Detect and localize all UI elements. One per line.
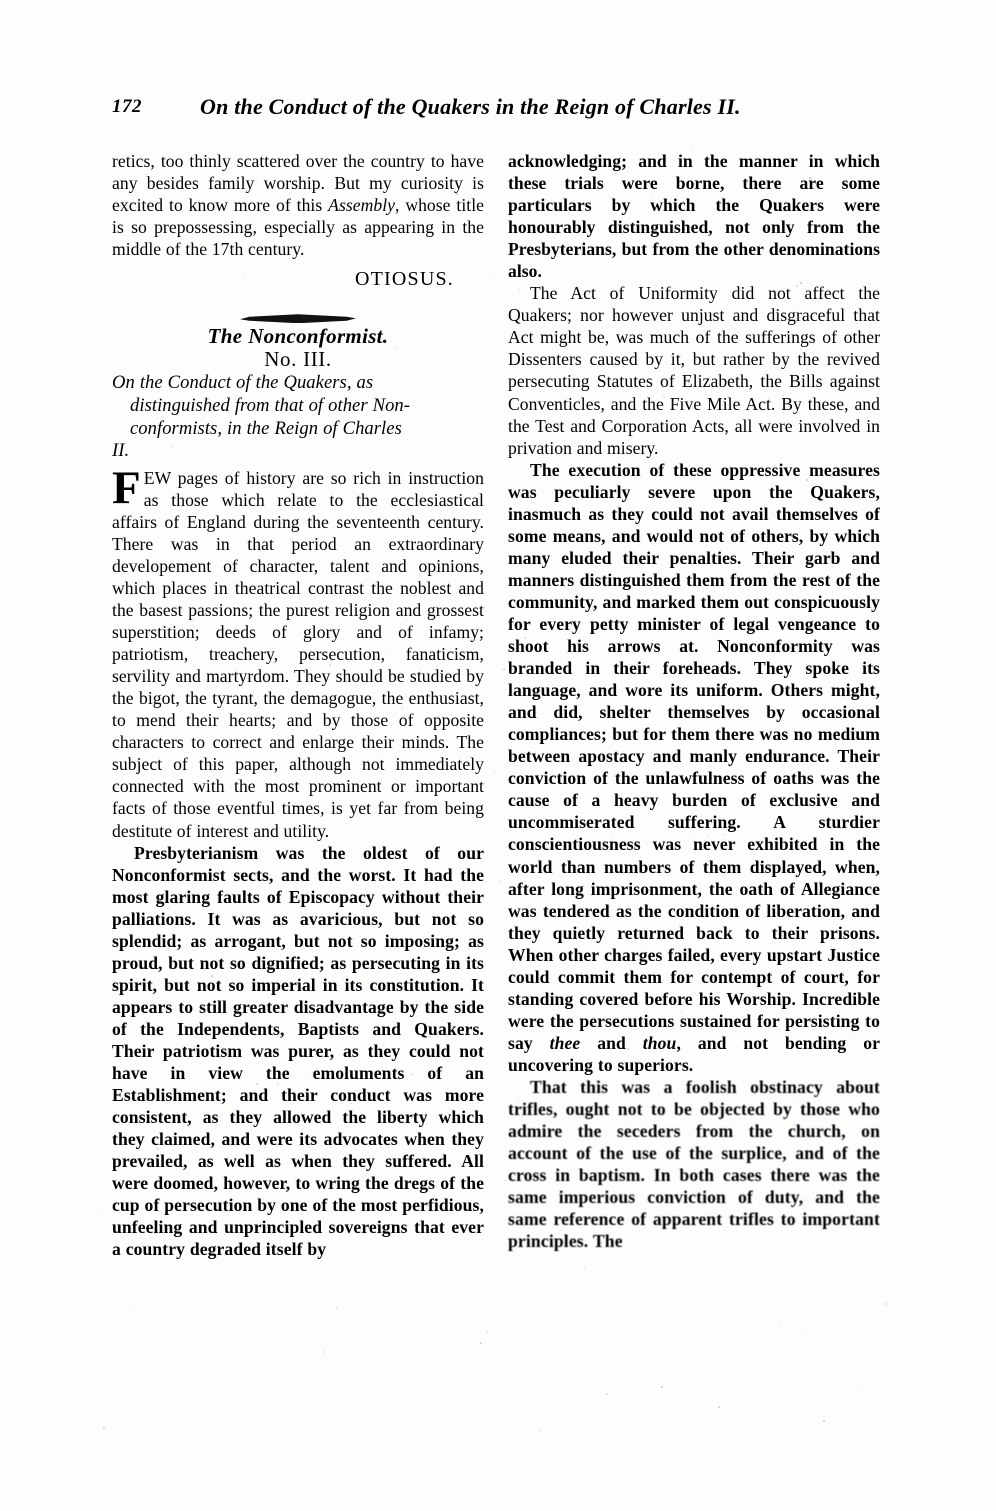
paragraph-execution-mid: and — [580, 1032, 643, 1053]
paragraph-act-of-uniformity: The Act of Uniformity did not affect the Quakers; nor however unjust and disgraceful that Act might be, was much of the sufferings of other Dissenters caused by it, but rather by the revived persecuting Statutes of Elizabeth, the Bills against Conventicles, and the Five Mile Act. By these, and the Test and Corporation Acts, all were involved in privation and misery. — [508, 283, 880, 458]
paragraph-acknowledging: acknowledging; and in the manner in which these trials were borne, there are some particulars by which the Quakers were honourably distinguished, not only from the Presbyterians, but from the other denominations also. — [508, 151, 880, 282]
assembly-italic: Assembly — [328, 195, 396, 216]
column-right — [508, 150, 880, 1252]
article-subtitle-line-4: II. — [112, 440, 130, 462]
running-title: On the Conduct of the Quakers in the Reign of Charles II. — [200, 94, 741, 119]
column-left — [112, 150, 484, 1260]
tapered-rule-icon — [240, 314, 356, 323]
paragraph-execution-text: The execution of these oppressive measures was peculiarly severe upon the Quakers, inasmuch as they could not avail themselves of some means, and would not of others, by which many eluded their penalties. Their garb and manners distinguished them from the rest of the community, and marked them out conspicuously for every petty minister of legal vengeance to shoot his arrows at. Nonconformity was branded in their foreheads. They spoke its language, and wore its uniform. Others might, and did, shelter themselves by occasional compliances; but for them there was no medium between apostacy and manly endurance. Their conviction of the unlawfulness of oaths was the cause of a heavy burden of exclusive and uncommiserated suffering. A sturdier conscientiousness was never exhibited in the world than numbers of them displayed, when, after long imprisonment, the oath of Allegiance was tendered as the condition of liberation, and they quietly returned back to their prisons. When other charges failed, every upstart Justice could commit them for contempt of court, for standing covered before his Worship. Incredible were the persecutions sustained for persisting to say — [508, 459, 880, 1053]
paragraph-execution-tail: , and not bending or uncovering to superiors. — [508, 1032, 880, 1075]
paragraph-opening — [112, 461, 484, 842]
article-subtitle-line-3: conformists, in the Reign of Charles — [130, 417, 402, 439]
paragraph-continued-text: retics, too thinly scattered over the country to have any besides family worship. But my curiosity is excited to know more of this — [112, 151, 484, 216]
article-number: No. III. — [264, 347, 332, 372]
paragraph-presbyterianism: Presbyterianism was the oldest of our Nonconformist sects, and the worst. It had the most glaring faults of Episcopacy without their palliations. It was as avaricious, but not so splendid; as arrogant, but not so imposing; as proud, but not so dignified; as persecuting in its spirit, but not so imperial in its constitution. It appears to still greater disadvantage by the side of the Independents, Baptists and Quakers. Their patriotism was purer, as they could not have in view the emoluments of an Establishment; and their conduct was more consistent, as they allowed the liberty which they claimed, and were its advocates when they prevailed, as well as when they suffered. All were doomed, however, to wring the dregs of the cup of persecution by one of the most perfidious, unfeeling and unprincipled sovereigns that ever a country degraded itself by — [112, 842, 484, 1260]
paragraph-obstinacy: That this was a foolish obstinacy about trifles, ought not to be objected by those who admire the seceders from the church, on account of the use of the surplice, and of the cross in baptism. In both cases there was the same imperious conviction of duty, and the same reference of apparent trifles to important principles. The — [508, 1076, 880, 1252]
article-subtitle-line-1: On the Conduct of the Quakers, as — [112, 372, 374, 394]
paragraph-opening-text: EW pages of history are so rich in instruction as those which relate to the ecclesiastical affairs of England during the seventeenth century. There was in that period an extraordinary developement of character, talent and opinions, which places in theatrical contrast the noblest and the basest passions; the purest religion and grossest superstition; deeds of glory and of infamy; patriotism, treachery, persecution, fanaticism, servility and martyrdom. They should be studied by the bigot, the tyrant, the demagogue, the enthusiast, to mend their hearts; and by those of opposite characters to correct and enlarge their minds. The subject of this paper, although not immediately connected with the most prominent or important facts of those eventful times, is yet far from being destitute of interest and utility. — [112, 467, 484, 841]
drop-cap: F — [112, 461, 141, 514]
paragraph-continued — [112, 150, 484, 260]
running-head — [0, 96, 996, 126]
paragraph-continued-tail: , whose title is so prepossessing, especially as appearing in the middle of the 17th century. — [112, 195, 485, 260]
thou-italic: thou — [642, 1032, 677, 1053]
thee-italic: thee — [549, 1032, 581, 1053]
ornamental-rule — [112, 306, 484, 316]
article-subtitle-line-2: distinguished from that of other Non- — [130, 394, 411, 416]
article-subtitle — [112, 372, 484, 462]
paragraph-execution — [508, 459, 880, 1076]
page-number: 172 — [112, 96, 142, 117]
article-signature: OTIOSUS. — [354, 268, 454, 291]
article-series-title: The Nonconformist. — [207, 324, 389, 349]
